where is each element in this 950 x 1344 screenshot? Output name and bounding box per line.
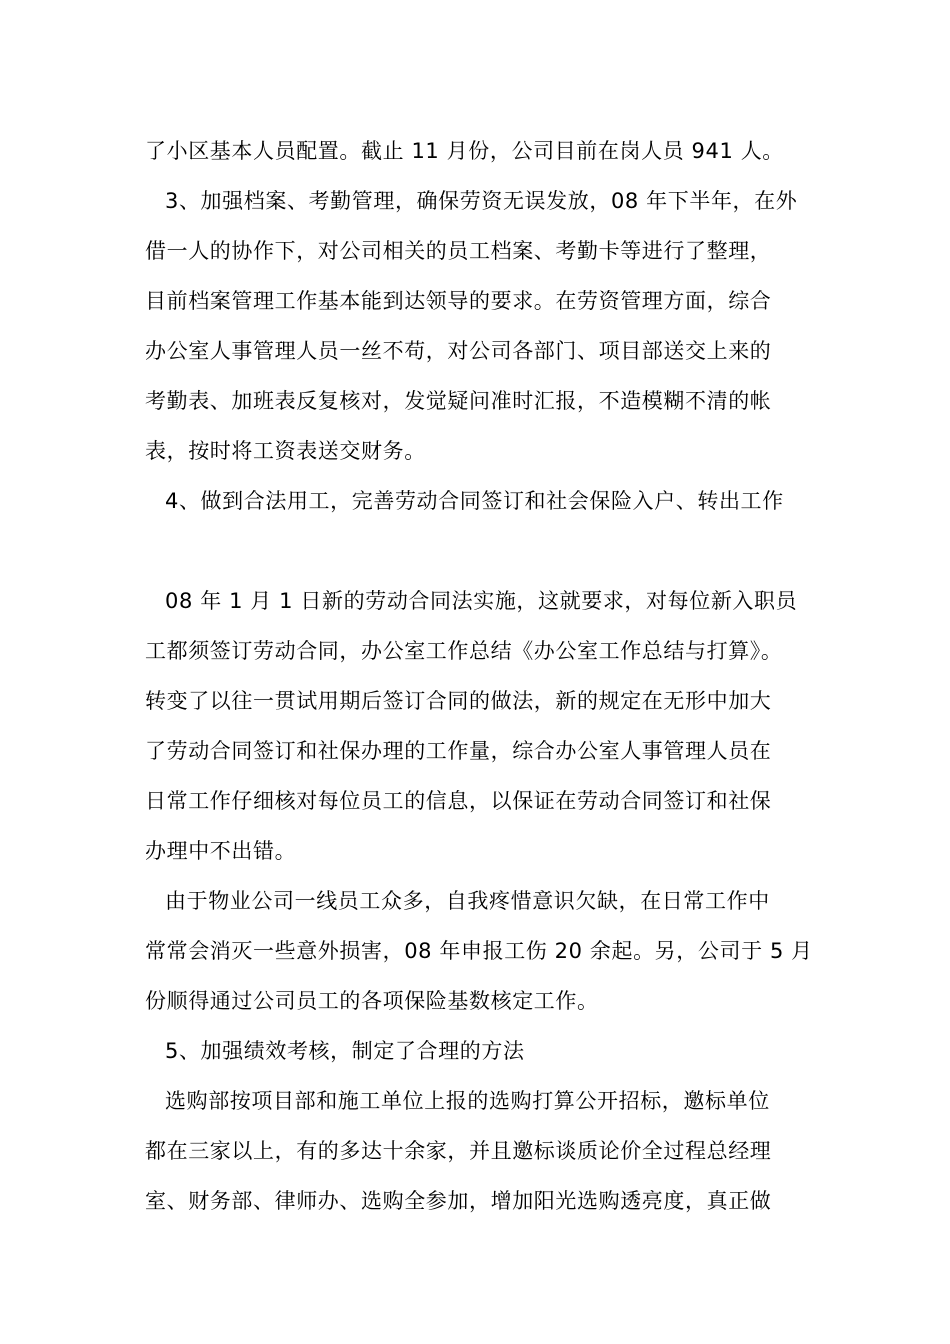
text-line: 办理中不出错。: [145, 839, 297, 863]
text-line: 5、加强绩效考核，制定了合理的方法: [165, 1039, 525, 1063]
text-line: 办公室人事管理人员一丝不苟，对公司各部门、项目部送交上来的: [145, 339, 772, 363]
text-line: 3、加强档案、考勤管理，确保劳资无误发放，08 年下半年，在外: [165, 189, 798, 213]
text-line: 08 年 1 月 1 日新的劳动合同法实施，这就要求，对每位新入职员: [165, 589, 798, 613]
text-line: 转变了以往一贯试用期后签订合同的做法，新的规定在无形中加大: [145, 689, 772, 713]
text-line: 表，按时将工资表送交财务。: [145, 439, 426, 463]
text-line: 工都须签订劳动合同，办公室工作总结《办公室工作总结与打算》。: [145, 639, 783, 663]
text-line: 由于物业公司一线员工众多，自我疼惜意识欠缺，在日常工作中: [165, 889, 770, 913]
text-line: 都在三家以上，有的多达十余家，并且邀标谈质论价全过程总经理: [145, 1139, 772, 1163]
text-line: 选购部按项目部和施工单位上报的选购打算公开招标，邀标单位: [165, 1089, 770, 1113]
text-line: 考勤表、加班表反复核对，发觉疑问准时汇报，不造模糊不清的帐: [145, 389, 772, 413]
text-line: 日常工作仔细核对每位员工的信息，以保证在劳动合同签订和社保: [145, 789, 772, 813]
text-line: 常常会消灭一些意外损害，08 年申报工伤 20 余起。另，公司于 5 月: [145, 939, 813, 963]
text-line: 了劳动合同签订和社保办理的工作量，综合办公室人事管理人员在: [145, 739, 772, 763]
text-line: 目前档案管理工作基本能到达领导的要求。在劳资管理方面，综合: [145, 289, 772, 313]
text-line: 4、做到合法用工，完善劳动合同签订和社会保险入户、转出工作: [165, 489, 784, 513]
text-line: 份顺得通过公司员工的各项保险基数核定工作。: [145, 989, 599, 1013]
text-line: 了小区基本人员配置。截止 11 月份，公司目前在岗人员 941 人。: [145, 139, 784, 163]
text-line: 借一人的协作下，对公司相关的员工档案、考勤卡等进行了整理，: [145, 239, 772, 263]
text-line: 室、财务部、律师办、选购全参加，增加阳光选购透亮度，真正做: [145, 1189, 772, 1213]
